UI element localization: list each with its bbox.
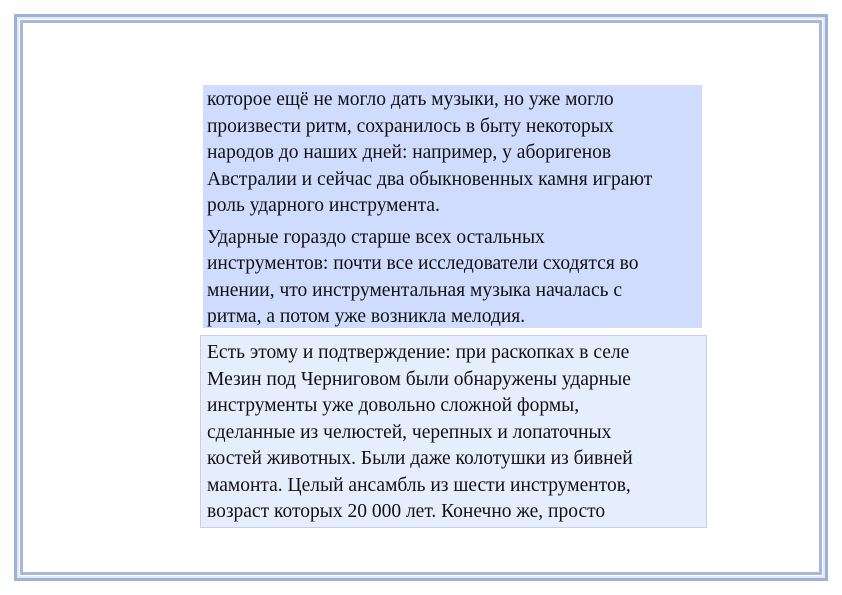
text-line: мнении, что инструментальная музыка началась с [207, 279, 623, 301]
text-line: Мезин под Черниговом были обнаружены ударные [207, 368, 631, 390]
text-line: инструменты уже довольно сложной формы, [207, 395, 580, 416]
text-line: произвести ритм, сохранилось в быту некоторых [207, 115, 614, 137]
paragraph-stones-rhythm [207, 87, 702, 220]
text-line: народов до наших дней: например, у аборигенов [207, 142, 612, 163]
text-line: мамонта. Целый ансамбль из шести инструментов, [207, 474, 631, 496]
text-line: инструментов: почти все исследователи сходятся во [207, 253, 639, 274]
text-line: роль ударного инструмента. [207, 195, 440, 216]
text-line: которое ещё не могло дать музыки, но уже могло [207, 89, 614, 110]
text-line: Есть этому и подтверждение: при раскопках в селе [207, 342, 630, 363]
text-line: ритма, а потом уже возникла мелодия. [207, 306, 526, 327]
text-line: костей животных. Были даже колотушки из бивней [207, 448, 633, 469]
paragraph-mezin-excavation [207, 340, 706, 526]
text-line: Австралии и сейчас два обыкновенных камня играют [207, 168, 653, 190]
paragraph-percussion-oldest [207, 225, 702, 331]
text-block-evidence [200, 335, 707, 528]
text-block-highlighted [203, 85, 702, 328]
text-line: сделанные из челюстей, черепных и лопаточных [207, 421, 612, 443]
text-line: Ударные гораздо старше всех остальных [207, 226, 545, 248]
text-line: возраст которых 20 000 лет. Конечно же, просто [207, 501, 606, 522]
